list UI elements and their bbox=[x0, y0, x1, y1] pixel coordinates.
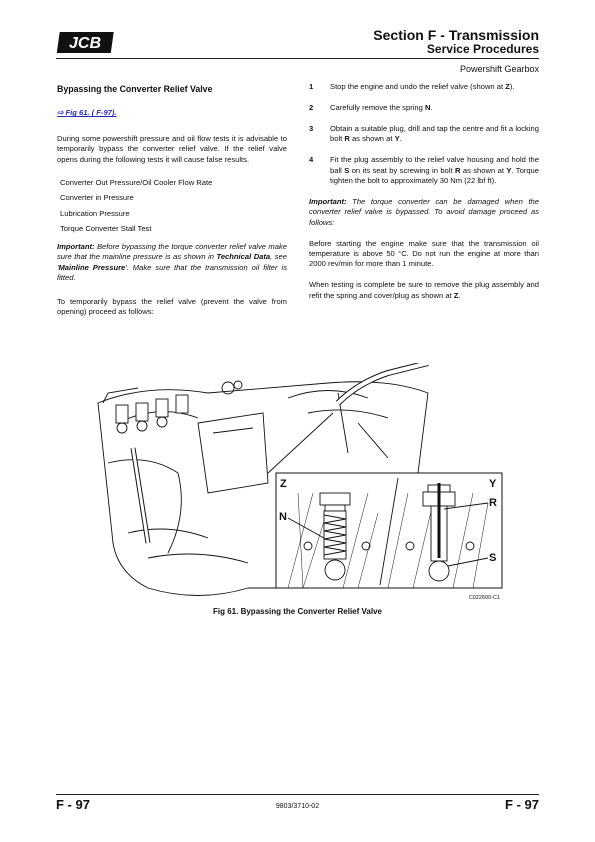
note-text: , see ' bbox=[57, 252, 287, 272]
label-r: R bbox=[489, 497, 497, 509]
step-text-part: . bbox=[430, 102, 433, 112]
step-text-part: as shown at bbox=[460, 165, 507, 175]
label-y: Y bbox=[489, 478, 497, 490]
step-number: 4 bbox=[309, 155, 314, 165]
pressure-test-list bbox=[60, 178, 287, 234]
important-warning bbox=[309, 197, 539, 228]
component-ref: R bbox=[344, 134, 350, 144]
detail-inset bbox=[276, 473, 502, 588]
label-n: N bbox=[279, 511, 287, 523]
completion-note bbox=[309, 280, 539, 301]
step-number: 3 bbox=[309, 123, 314, 133]
step-text-part: Stop the engine and undo the relief valve (shown at bbox=[330, 82, 506, 91]
note-text: '. Make sure that the transmission oil filter is fitted. bbox=[57, 262, 287, 283]
step-number: 1 bbox=[309, 82, 314, 91]
important-label: Important: bbox=[309, 196, 347, 206]
step-list bbox=[309, 82, 539, 186]
note-text: Before bypassing the torque converter relief valve make sure that the mainline pressure is as shown in bbox=[57, 241, 287, 262]
page-number-right: F - 97 bbox=[505, 797, 539, 812]
step-text-part: Obtain a suitable plug, drill and tap the centre and fit a locking bolt bbox=[330, 123, 539, 144]
left-column bbox=[57, 84, 287, 317]
step-text-part: on its seat by screwing in bolt bbox=[349, 165, 455, 175]
step-text-part: as shown at bbox=[349, 134, 395, 144]
list-item: Converter Out Pressure/Oil Cooler Flow Rate bbox=[60, 178, 213, 188]
step-text-part: . Torque tighten the bolt to approximately 30 Nm (22 lbf ft). bbox=[330, 165, 539, 185]
step-text bbox=[330, 103, 539, 113]
step-text-part: Carefully remove the spring bbox=[330, 102, 425, 112]
warning-text: The torque converter can be damaged when the converter relief valve is bypassed. To avoid damage proceed as follows: bbox=[309, 196, 539, 227]
label-s: S bbox=[489, 552, 497, 564]
component-ref: Y bbox=[506, 165, 512, 175]
step-item bbox=[309, 82, 539, 92]
step-item bbox=[309, 103, 539, 113]
header-rule bbox=[56, 58, 539, 59]
intro-paragraph: During some powershift pressure and oil flow tests it is advisable to temporarily bypass the converter relief valve. If the relief valve opens during the following tests it will cause false results. bbox=[57, 133, 287, 164]
step-text-part: . bbox=[399, 134, 402, 144]
section-subtitle: Service Procedures bbox=[426, 42, 539, 56]
component-ref: Y bbox=[394, 134, 400, 144]
completion-ref: Z bbox=[453, 290, 459, 300]
component-ref: N bbox=[424, 102, 431, 112]
important-label: Important: bbox=[57, 241, 95, 251]
step-text bbox=[330, 82, 539, 92]
document-number: 9803/3710-02 bbox=[275, 803, 320, 810]
step-item bbox=[309, 124, 539, 145]
jcb-logo bbox=[56, 30, 114, 55]
step-text-part: ). bbox=[509, 82, 515, 91]
procedure-heading: Bypassing the Converter Relief Valve bbox=[57, 84, 213, 94]
right-column bbox=[309, 82, 539, 312]
figure-link[interactable]: ⇨ Fig 61. ( F-97). bbox=[57, 108, 117, 118]
list-item: Lubrication Pressure bbox=[60, 208, 130, 218]
important-note bbox=[57, 242, 287, 284]
component-ref: S bbox=[344, 165, 350, 175]
component-ref: R bbox=[454, 165, 461, 175]
step-text bbox=[330, 155, 539, 186]
technical-data-ref: Technical Data bbox=[216, 252, 271, 262]
label-z: Z bbox=[280, 478, 287, 490]
relief-valve-figure bbox=[88, 363, 508, 603]
step-text bbox=[330, 124, 539, 145]
figure-caption: Fig 61. Bypassing the Converter Relief Valve bbox=[213, 607, 382, 616]
completion-text: When testing is complete be sure to remove the plug assembly and refit the spring and cover/plug as shown at bbox=[309, 280, 539, 300]
temperature-note: Before starting the engine make sure that the transmission oil temperature is above 50 °C. Do not run the engine at more than 2000 rev/min for more than 1 minute. bbox=[309, 238, 539, 269]
figure-reference-code: C022600-C1 bbox=[468, 595, 500, 601]
completion-text: . bbox=[458, 290, 461, 300]
footer-rule bbox=[56, 794, 539, 795]
step-number: 2 bbox=[309, 102, 314, 112]
logo-text: JCB bbox=[68, 35, 102, 52]
mainline-pressure-ref: Mainline Pressure bbox=[58, 262, 126, 272]
list-item: Converter in Pressure bbox=[60, 193, 134, 203]
bypass-intro: To temporarily bypass the relief valve (prevent the valve from opening) proceed as follows: bbox=[57, 296, 287, 316]
section-title: Section F - Transmission bbox=[373, 27, 539, 43]
step-item bbox=[309, 155, 539, 186]
section-name: Powershift Gearbox bbox=[459, 64, 539, 74]
list-item: Torque Converter Stall Test bbox=[60, 223, 152, 233]
component-ref: Z bbox=[505, 82, 510, 91]
page-number-left: F - 97 bbox=[56, 797, 90, 812]
step-text-part: Fit the plug assembly to the relief valve housing and hold the ball bbox=[330, 155, 539, 175]
